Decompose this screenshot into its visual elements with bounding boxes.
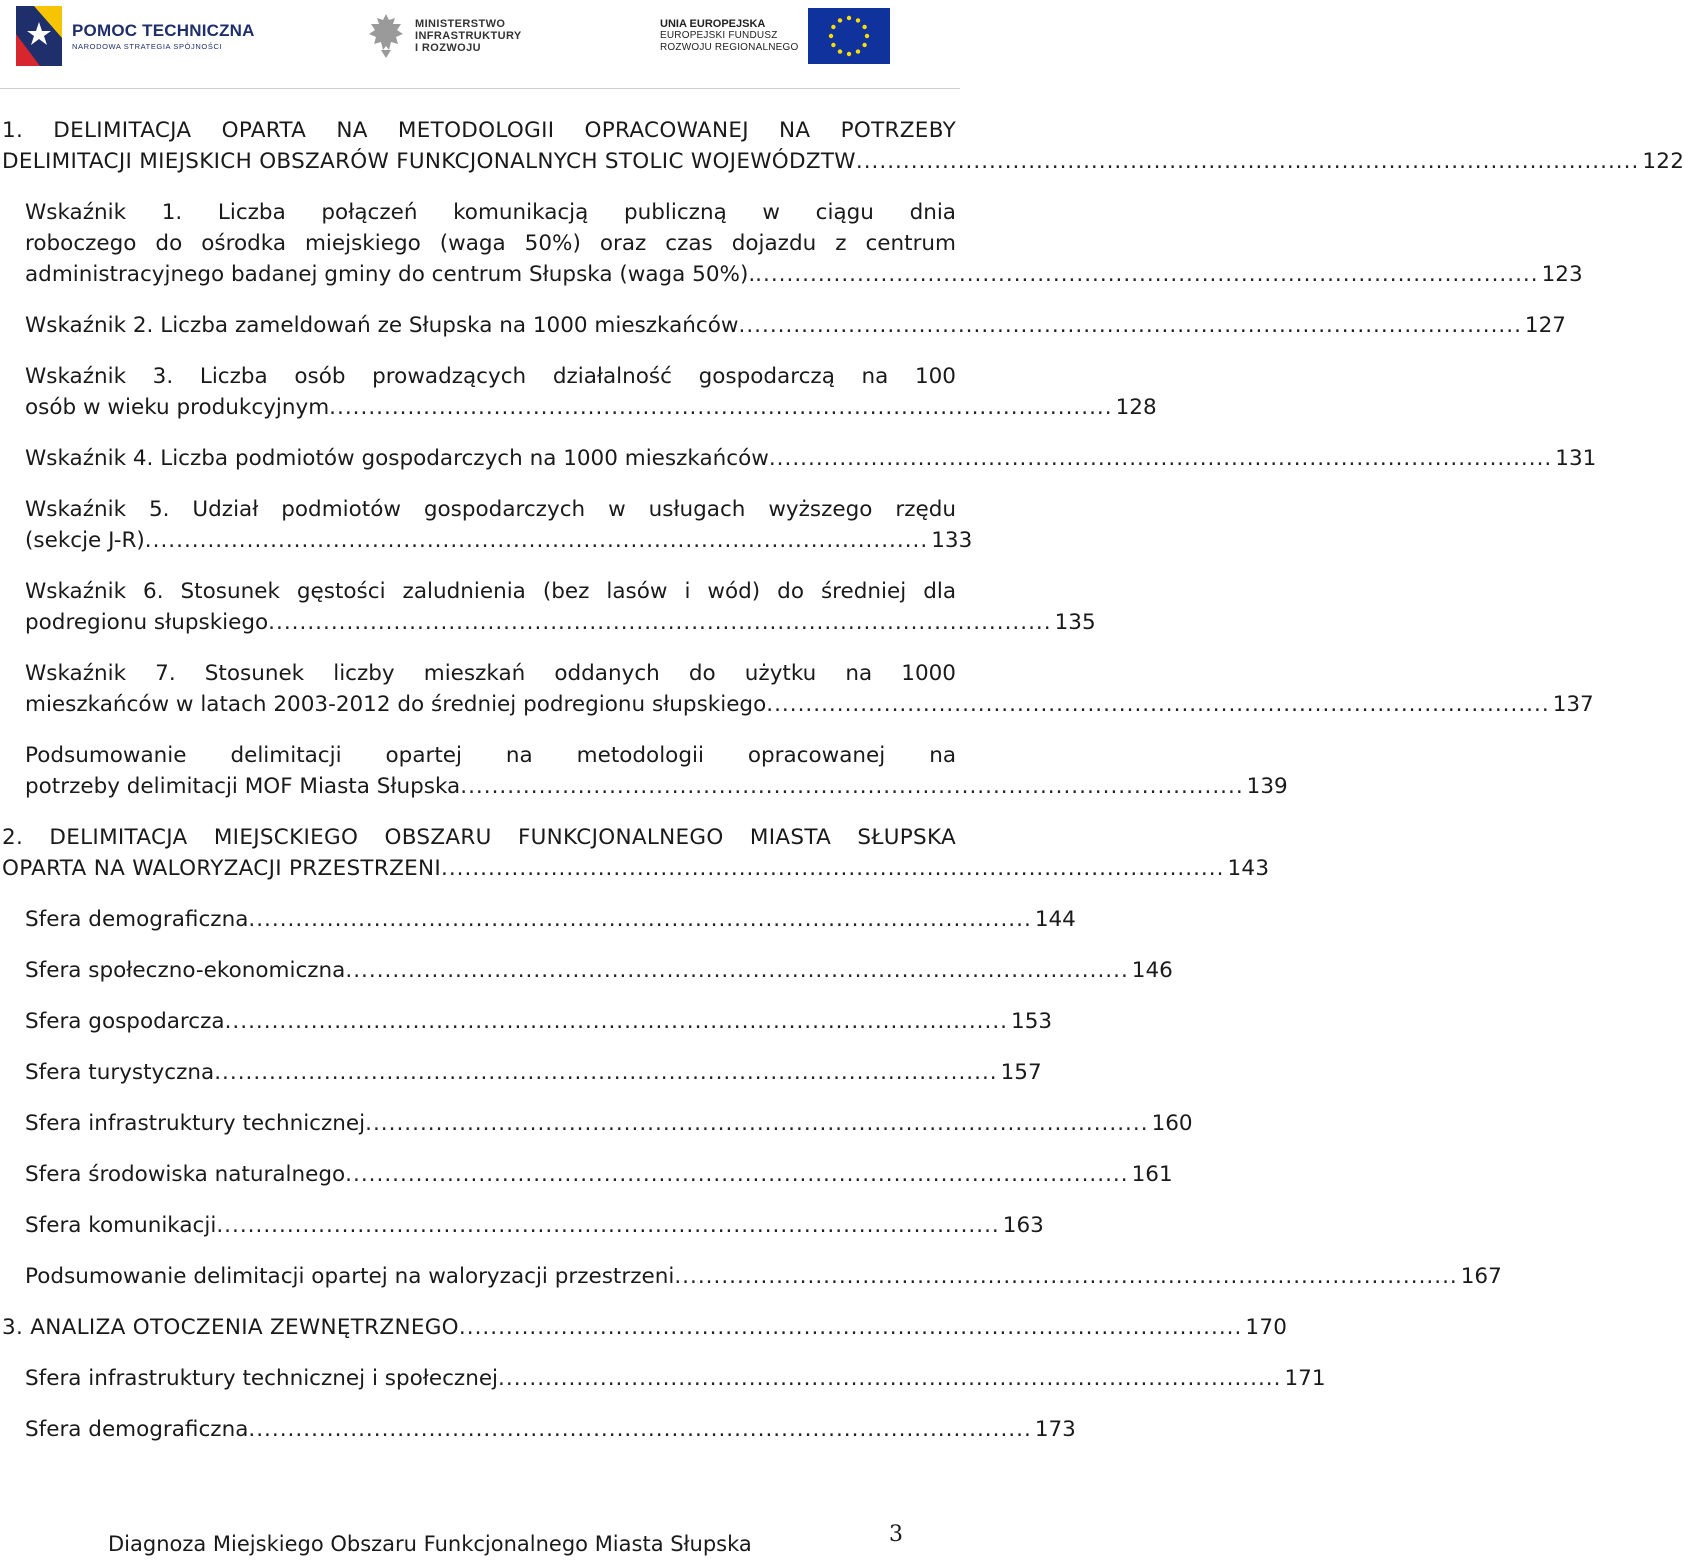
toc-page-number: 139 <box>1246 774 1288 799</box>
dot-leader: .................................................................................................... <box>214 1060 998 1085</box>
toc-entry-text: Wskaźnik 3. Liczba osób prowadzących działalność gospodarczą na 100 <box>25 364 956 389</box>
dot-leader: .................................................................................................... <box>345 1162 1129 1187</box>
toc-entry-text: Wskaźnik 6. Stosunek gęstości zaludnienia (bez lasów i wód) do średniej dla <box>25 579 956 604</box>
toc-entry[interactable] <box>0 443 1597 474</box>
toc-page-number: 160 <box>1151 1111 1193 1136</box>
toc-entry-text: Sfera turystyczna <box>25 1060 215 1085</box>
toc-page-number: 170 <box>1245 1315 1288 1340</box>
toc-entry-text: Sfera społeczno-ekonomiczna <box>25 958 346 983</box>
dot-leader: .................................................................................................... <box>224 1009 1009 1034</box>
dot-leader: .................................................................................................... <box>268 610 1052 635</box>
toc-entry-text: osób w wieku produkcyjnym <box>25 395 330 420</box>
dot-leader: .................................................................................................... <box>498 1366 1282 1391</box>
toc-entry-text: OPARTA NA WALORYZACJI PRZESTRZENI <box>2 856 442 881</box>
toc-entry-text: Sfera gospodarcza <box>25 1009 225 1034</box>
toc-entry[interactable] <box>0 904 1076 935</box>
dot-leader: .................................................................................................... <box>766 692 1550 717</box>
toc-entry-text: podregionu słupskiego <box>25 610 269 635</box>
toc-entry[interactable] <box>0 1210 1044 1241</box>
ue-line1: UNIA EUROPEJSKA <box>660 18 766 30</box>
page-number: 3 <box>889 1522 903 1547</box>
unia-europejska-logo <box>660 8 890 64</box>
dot-leader: .................................................................................................... <box>458 1315 1243 1340</box>
toc-entry[interactable] <box>0 1312 1288 1343</box>
dot-leader: .................................................................................................... <box>248 1417 1032 1442</box>
dot-leader: .................................................................................................... <box>460 774 1244 799</box>
pomoc-techniczna-title: POMOC TECHNICZNA <box>72 21 255 40</box>
toc-entry-text: Wskaźnik 1. Liczba połączeń komunikacją publiczną w ciągu dnia <box>25 200 956 225</box>
pomoc-techniczna-logo <box>14 4 255 68</box>
eagle-emblem-icon <box>365 10 407 62</box>
toc-page-number: 127 <box>1524 313 1566 338</box>
toc-page-number: 171 <box>1284 1366 1326 1391</box>
toc-page-number: 146 <box>1131 958 1173 983</box>
toc-entry-text: Wskaźnik 4. Liczba podmiotów gospodarczych na 1000 mieszkańców <box>25 446 769 471</box>
dot-leader: .................................................................................................... <box>329 395 1113 420</box>
toc-entry-text: Sfera komunikacji <box>25 1213 217 1238</box>
dot-leader: .................................................................................................... <box>855 149 1640 174</box>
toc-entry-text: Sfera infrastruktury technicznej i społecznej <box>25 1366 499 1391</box>
ue-line3: ROZWOJU REGIONALNEGO <box>660 42 799 53</box>
header-logos <box>0 0 960 80</box>
toc-page-number: 128 <box>1115 395 1157 420</box>
pomoc-techniczna-emblem-icon <box>14 4 64 68</box>
table-of-contents <box>0 115 1684 1445</box>
toc-entry-text: mieszkańców w latach 2003-2012 do średniej podregionu słupskiego <box>25 692 767 717</box>
toc-page-number: 144 <box>1034 907 1076 932</box>
toc-entry-text: 3. ANALIZA OTOCZENIA ZEWNĘTRZNEGO <box>2 1315 459 1340</box>
toc-entry[interactable] <box>0 955 1173 986</box>
toc-entry-text: Wskaźnik 2. Liczba zameldowań ze Słupska na 1000 mieszkańców <box>25 313 739 338</box>
dot-leader: .................................................................................................... <box>144 528 929 553</box>
toc-entry-text: Sfera demograficzna <box>25 907 249 932</box>
ministerstwo-line3: I ROZWOJU <box>415 42 481 54</box>
toc-entry-text: (sekcje J-R) <box>25 528 145 553</box>
toc-entry-text: Sfera infrastruktury technicznej <box>25 1111 366 1136</box>
eu-flag-icon <box>808 8 890 64</box>
ministerstwo-line2: INFRASTRUKTURY <box>415 30 522 42</box>
toc-entry[interactable] <box>0 740 1288 802</box>
toc-entry[interactable] <box>0 1261 1502 1292</box>
ministerstwo-logo <box>365 10 522 62</box>
toc-entry-text: DELIMITACJI MIEJSKICH OBSZARÓW FUNKCJONALNYCH STOLIC WOJEWÓDZTW <box>2 149 856 174</box>
dot-leader: .................................................................................................... <box>216 1213 1000 1238</box>
toc-entry[interactable] <box>0 197 1583 290</box>
toc-page-number: 122 <box>1642 149 1684 174</box>
toc-entry[interactable] <box>0 1006 1053 1037</box>
toc-entry[interactable] <box>0 822 1270 884</box>
toc-entry[interactable] <box>0 1057 1042 1088</box>
toc-page-number: 157 <box>1000 1060 1042 1085</box>
toc-page-number: 163 <box>1002 1213 1044 1238</box>
toc-entry-text: Podsumowanie delimitacji opartej na waloryzacji przestrzeni <box>25 1264 675 1289</box>
header-divider <box>0 88 960 89</box>
toc-page-number: 161 <box>1131 1162 1173 1187</box>
dot-leader: .................................................................................................... <box>345 958 1129 983</box>
dot-leader: .................................................................................................... <box>248 907 1032 932</box>
toc-entry[interactable] <box>0 576 1096 638</box>
toc-entry-text: Wskaźnik 7. Stosunek liczby mieszkań oddanych do użytku na 1000 <box>25 661 956 686</box>
toc-entry[interactable] <box>0 1363 1326 1394</box>
toc-page-number: 135 <box>1054 610 1096 635</box>
toc-entry[interactable] <box>0 1159 1173 1190</box>
toc-entry[interactable] <box>0 658 1594 720</box>
toc-entry[interactable] <box>0 1108 1193 1139</box>
toc-entry[interactable] <box>0 1414 1076 1445</box>
toc-entry[interactable] <box>0 494 973 556</box>
toc-entry-text: 2. DELIMITACJA MIEJSCKIEGO OBSZARU FUNKCJONALNEGO MIASTA SŁUPSKA <box>2 825 956 850</box>
toc-page-number: 137 <box>1552 692 1594 717</box>
toc-entry-text: potrzeby delimitacji MOF Miasta Słupska <box>25 774 461 799</box>
toc-page-number: 133 <box>931 528 973 553</box>
pomoc-techniczna-subtitle: NARODOWA STRATEGIA SPÓJNOŚCI <box>72 42 223 51</box>
dot-leader: .................................................................................................... <box>674 1264 1458 1289</box>
toc-entry-text: 1. DELIMITACJA OPARTA NA METODOLOGII OPRACOWANEJ NA POTRZEBY <box>2 118 956 143</box>
dot-leader: .................................................................................................... <box>768 446 1553 471</box>
toc-page-number: 167 <box>1460 1264 1502 1289</box>
toc-entry[interactable] <box>0 115 1684 177</box>
footer-title: Diagnoza Miejskiego Obszaru Funkcjonalnego Miasta Słupska <box>108 1532 752 1556</box>
toc-entry-text: Podsumowanie delimitacji opartej na metodologii opracowanej na <box>25 743 956 768</box>
toc-page-number: 131 <box>1555 446 1597 471</box>
dot-leader: .................................................................................................... <box>755 262 1539 287</box>
toc-entry[interactable] <box>0 361 1157 423</box>
toc-entry-text: Sfera środowiska naturalnego <box>25 1162 346 1187</box>
ue-line2: EUROPEJSKI FUNDUSZ <box>660 30 778 41</box>
toc-page-number: 143 <box>1227 856 1270 881</box>
toc-entry[interactable] <box>0 310 1566 341</box>
dot-leader: .................................................................................................... <box>738 313 1522 338</box>
ministerstwo-line1: MINISTERSTWO <box>415 18 506 30</box>
dot-leader: .................................................................................................... <box>441 856 1225 881</box>
dot-leader: .................................................................................................... <box>365 1111 1149 1136</box>
toc-entry-text: Sfera demograficzna <box>25 1417 249 1442</box>
toc-entry-text: administracyjnego badanej gminy do centrum Słupska (waga 50%). <box>25 262 756 287</box>
toc-page-number: 173 <box>1034 1417 1076 1442</box>
toc-page-number: 123 <box>1541 262 1583 287</box>
toc-entry-text: roboczego do ośrodka miejskiego (waga 50%) oraz czas dojazdu z centrum <box>25 231 956 256</box>
toc-page-number: 153 <box>1011 1009 1053 1034</box>
toc-entry-text: Wskaźnik 5. Udział podmiotów gospodarczych w usługach wyższego rzędu <box>25 497 956 522</box>
